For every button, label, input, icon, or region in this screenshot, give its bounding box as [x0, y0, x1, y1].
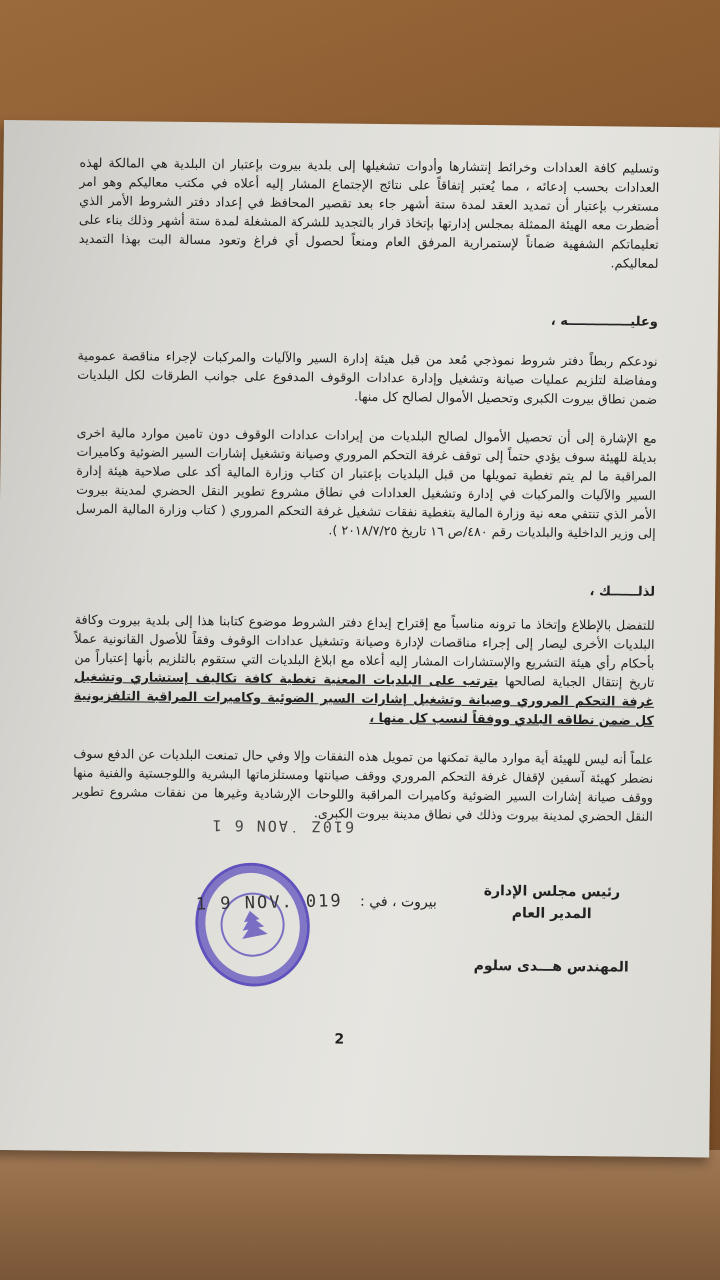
greeting-hence: لذلــــــك ،: [589, 584, 656, 600]
paragraph-funding-note: مع الإشارة إلى أن تحصيل الأموال لصالح البلديات من إيرادات عدادات الوقوف دون تامين موارد مالية اخرى بديلة للهيئة سوف يؤدي حتماً إلى توقف غرفة التحكم المروري وصيانة وتشغيل إشارات السير الضوئية وكاميرات المراقبة ما لم يتم تغطية تمويلها من قبل البلديات بإعتبار ان كتاب وزارة المالية أكد على صلاحية هيئة إدارة السير والآليات والمركبات في إدارة وتشغيل العدادات في نطاق مشروع تطوير النقل الحضري لمدينة بيروت الأمر الذي تنتفي معه نية وزارة المالية بتغطية نفقات تشغيل غرفة التحكم المروري ( كتاب وزارة المالية المرسل إلى وزير الداخلية والبلديات رقم ٤٨٠/ص ١٦ تاريخ ٢٠١٨/٧/٢٥ ).: [75, 424, 657, 541]
table-edge: [0, 1150, 720, 1280]
request-emphasis: يترتب على البلديات المعنية تغطية كافة تكاليف إستشاري وتشغيل غرفة التحكم المروري وصيانة وتشغيل إشارات السير الضوئية وكاميرات المراقبة التلفزيونية كل ضمن نطاقه البلدي ووفقاً لنسب كل منها ،: [73, 668, 655, 728]
signature-block: [451, 880, 652, 976]
official-seal: [184, 853, 320, 997]
paragraph-tender-book: نودعكم ربطاً دفتر شروط نموذجي مُعد من قبل هيئة إدارة السير والآليات والمركبات لإجراء مناقصة عمومية ومفاضلة لتلزيم عمليات صيانة وتشغيل وإدارة عدادات الوقوف المدفوع على جوانب الطرقات لكل البلديات ضمن نطاق بيروت الكبرى وتحصيل الأموال لصالح كل منها.: [77, 347, 658, 407]
signature-title-chairman: رئيس مجلس الإدارة: [483, 883, 621, 901]
place-date-line: بيروت ، في :: [360, 893, 437, 911]
inverted-date-stamp: 610Z ˙AON 6 1: [210, 816, 355, 836]
page-number: 2: [334, 1031, 345, 1048]
letter-body: [73, 153, 660, 826]
received-date-stamp: 1 9 NOV. 019: [195, 891, 343, 915]
greeting-therefore: وعليــــــــــــــه ،: [550, 313, 658, 330]
document-page: [0, 120, 720, 1157]
signature-name: المهندس هـــدى سلوم: [473, 957, 629, 976]
paragraph-intro: وتسليم كافة العدادات وخرائط إنتشارها وأدوات تشغيلها إلى بلدية بيروت بإعتبار ان البلدية هي المالكة لهذه العدادات بحسب إدعائه ، مما يُعتبر إتفاقاً على نتائج الإجتماع المشار إليه أعلاه في مكتب معاليكم وهو امر مستغرب بإعتبار أن تمديد العقد لمدة ستة أشهر جاء بعد تقصير المحافظ في إعداد دفتر الشروط الأمر الذي أضطرت معه الهيئة الممثلة بمجلس إدارتها بإتخاذ قرار بالتجديد للشركة المشغلة لمدة ستة أشهر وذلك بناء على تعليماتكم الشفهية ضماناً لإستمرارية المرفق العام ومنعاً لحصول أي فراغ وتعود مسالة البت بهذا التمديد لمعاليكم.: [78, 154, 660, 271]
signature-title-director: المدير العام: [511, 905, 592, 923]
request-text: للتفضل بالإطلاع وإتخاذ ما ترونه مناسباً مع إقتراح إيداع دفتر الشروط موضوع كتابنا هذا إلى بلدية بيروت وكافة البلديات الأخرى ليصار إلى إجراء مناقصات لإدارة وصيانة وتشغيل عدادات الوقوف وفقاً للأصول القانونية عملاً بأحكام رأي هيئة التشريع والإستشارات المشار إليه أعلاه مع ابلاغ البلديات التي ستقوم بالتلزيم بأنها إعتباراً من تاريخ إنتقال الجباية لصالحها: [74, 611, 655, 690]
paragraph-request: [74, 610, 655, 730]
paragraph-warning: علماً أنه ليس للهيئة أية موارد مالية تمكنها من تمويل هذه النفقات وإلا وفي حال تمنعت البلديات عن الدفع سوف نضطر كهيئة آسفين لإقفال غرفة التحكم المروري ووقف صيانتها ومستلزماتها البشرية واللوجستية والفنية منها ووقف صيانة إشارات السير الضوئية وكاميرات المراقبة واللوحات الإرشادية وغيرها من نفقات مشروع تطوير النقل الحضري لمدينة بيروت وذلك في نطاق مدينة بيروت الكبرى.: [72, 745, 654, 824]
